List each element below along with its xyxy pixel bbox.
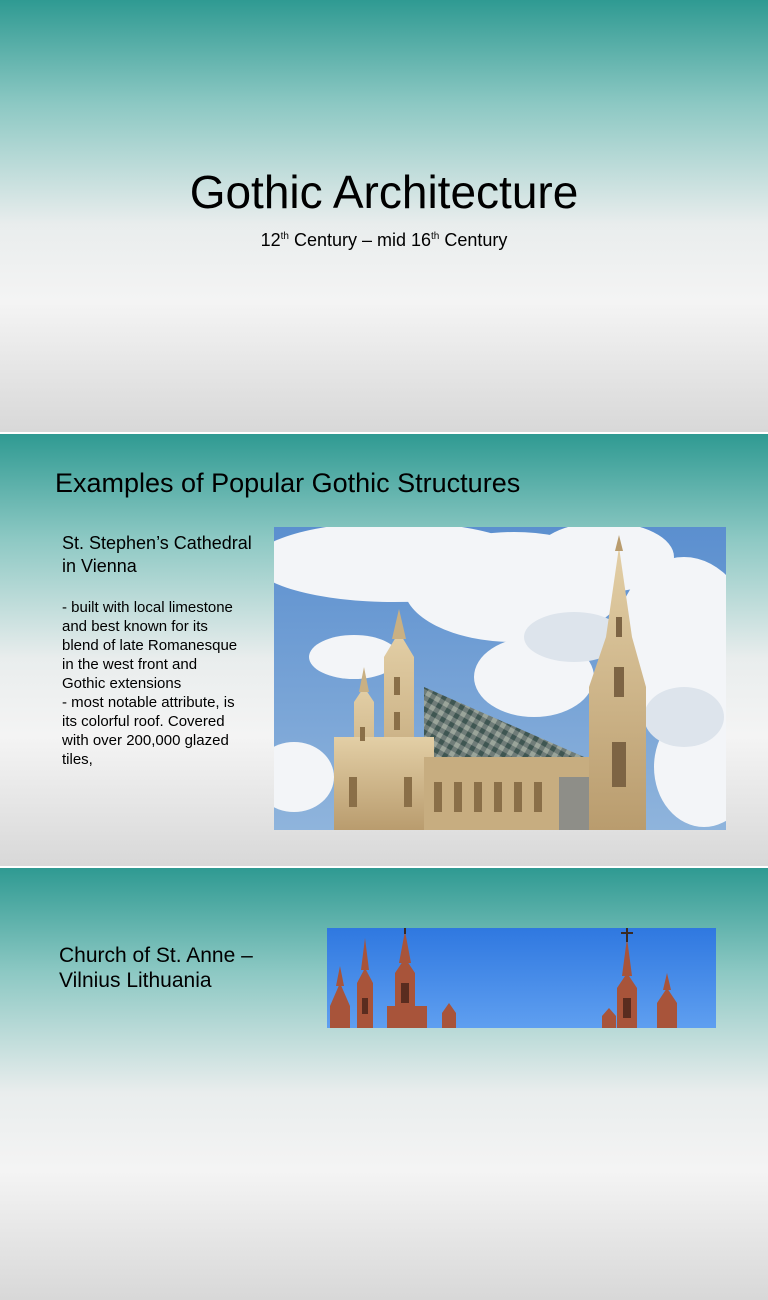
structure-name: Church of St. Anne – Vilnius Lithuania: [59, 944, 253, 992]
subtitle-superscript: th: [431, 231, 440, 242]
subtitle-part: 12: [260, 230, 281, 250]
st-stephens-cathedral-photo: [274, 527, 726, 830]
presentation-subtitle: [0, 229, 768, 251]
title-slide: [0, 0, 768, 432]
st-anne-church-photo: [327, 928, 716, 1028]
structure-name: St. Stephen’s Cathedral in Vienna: [62, 533, 252, 576]
structure-description: - built with local limestone and best known for its blend of late Romanesque in the west front and Gothic extensions - most notable attribute, is its colorful roof. Covered with over 200,000 glazed tiles,: [62, 599, 238, 768]
presentation-title: Gothic Architecture: [189, 166, 579, 218]
slide-title: Examples of Popular Gothic Structures: [55, 468, 521, 498]
subtitle-superscript: th: [280, 231, 289, 242]
examples-slide: [0, 434, 768, 866]
subtitle-part: Century – mid 16: [288, 230, 432, 250]
st-anne-slide: [0, 868, 768, 1300]
subtitle-part: Century: [439, 230, 508, 250]
